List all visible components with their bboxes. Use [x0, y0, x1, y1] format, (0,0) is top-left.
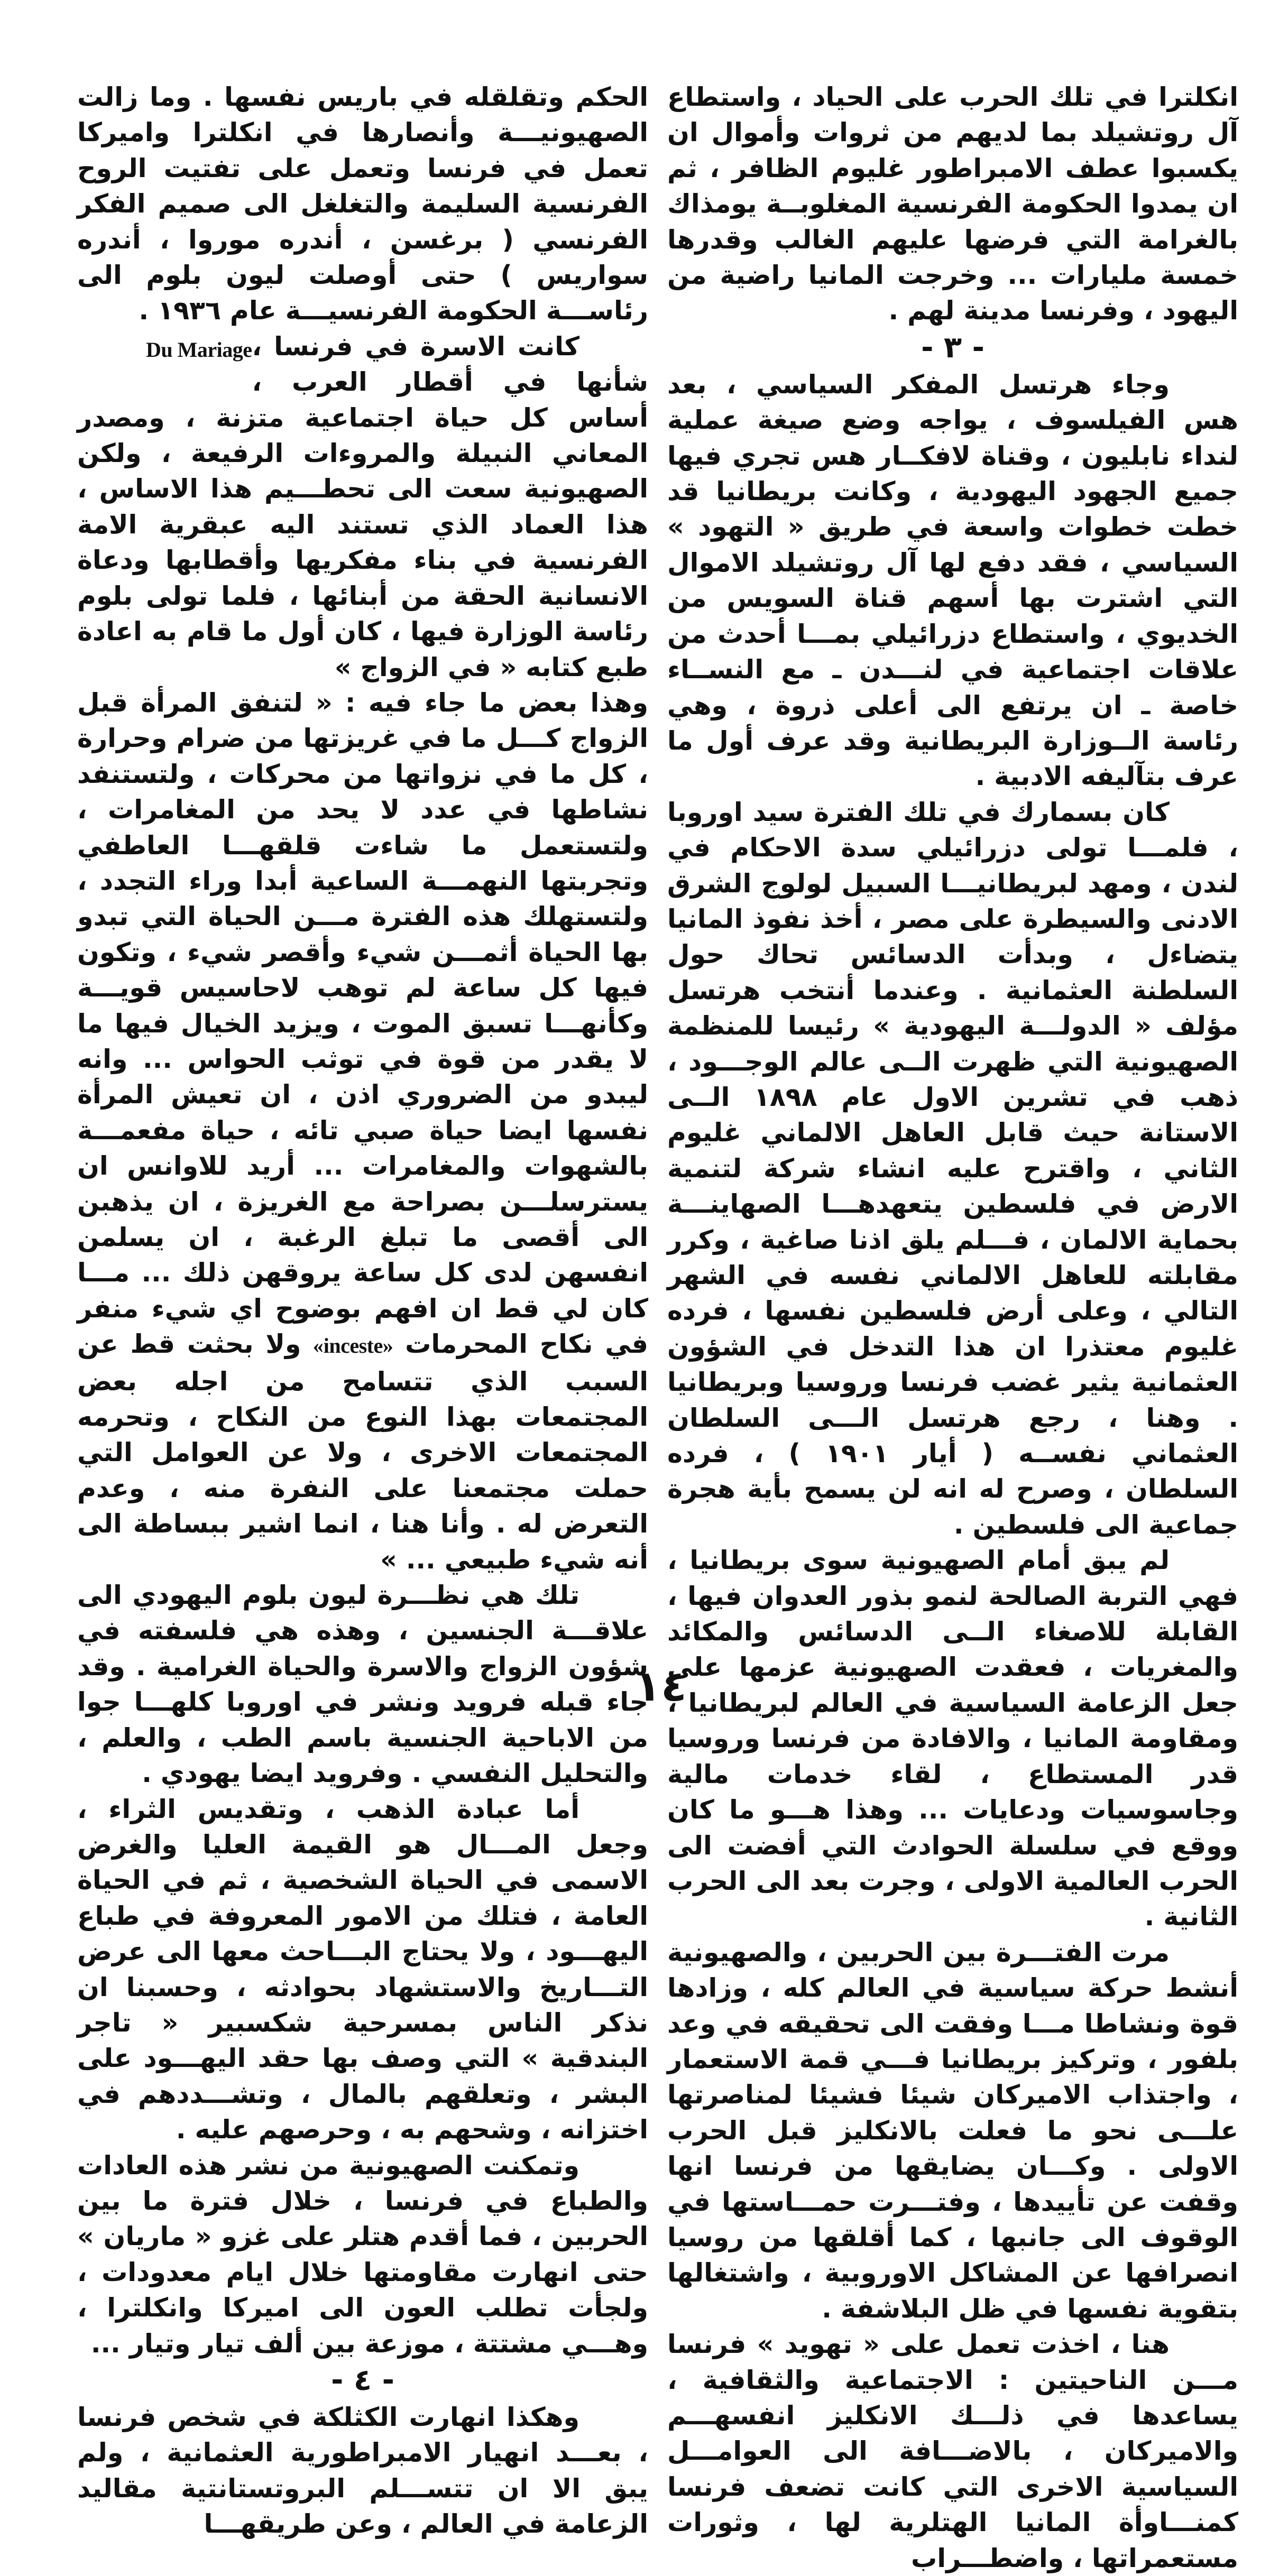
paragraph: وهكذا انهارت الكثلكة في شخص فرنسا ، بعـــد انهيار الامبراطورية العثمانية ، ولم يبق الا ان تتســـلم البروتستانتية مقاليد الزعامة في العالم ، وعن طريقهـــا [77, 2402, 648, 2540]
page-number: ١٤ [635, 1661, 687, 1711]
quote-text: وهذا بعض ما جاء فيه : « لتنفق المرأة قبل الزواج كـــل ما في غريزتها من ضرام وحرارة ، كل ما في نزواتها من محركات ، ولتستنفد نشاطها في عدد لا يحد من المغامرات ، ولتستعمل ما شاءت قلقهـــا العاطفي وتجربتها النهمـــة الساعية أبدا وراء التجدد ، ولتستهلك هذه الفترة مـــن الحياة التي تبدو بها الحياة أثمـــن شيء وأقصر شيء ، وتكون فيها كل ساعة لم توهب لاحاسيس قويـــة وكأنهـــا تسبق الموت ، ويزيد الخيال فيها ما لا يقدر من قوة في توثب الحواس ... وانه ليبدو من الضروري اذن ، ان تعيش المرأة نفسها ايضا حياة صبي تائه ، حياة مفعمـــة بالشهوات والمغامرات ... أريد للاوانس ان يسترسلـــن بصراحة مع الغريزة ، ان يذهبن الى أقصى ما تبلغ الرغبة ، ان يسلمن انفسهن لدى كل ساعة يروقهن ذلك ... مـــا كان لي قط ان افهم بوضوح اي شيء منفر في نكاح المحرمات [77, 687, 648, 1360]
latin-term: «inceste» [312, 1334, 393, 1358]
paragraph: تلك هي نظـــرة ليون بلوم اليهودي الى علاقـــة الجنسين ، وهذه هي فلسفته في شؤون الزواج والاسرة والحياة الغرامية . وقد جاء قبله فرويد ونشر في اوروبا كلهـــا جوا من الاباحية الجنسية باسم الطب ، والعلم ، والتحليل النفسي . وفرويد ايضا يهودي . [77, 1580, 648, 1789]
paragraph [77, 329, 648, 685]
paragraph: انكلترا في تلك الحرب على الحياد ، واستطاع آل روتشيلد بما لديهم من ثروات وأموال ان يكسبوا عطف الامبراطور غليوم الظافر ، ثم ان يمدوا الحكومة الفرنسية المغلوبــة يومذاك بالغرامة التي فرضها عليهم الغالب وقدرها خمسة مليارات ... وخرجت المانيا راضية من اليهود ، وفرنسا مدينة لهم . [667, 82, 1238, 326]
quote-paragraph [77, 685, 648, 1577]
section-marker-4: - ٤ - [331, 2363, 394, 2397]
left-column [77, 79, 648, 2542]
paragraph: وجاء هرتسل المفكر السياسي ، بعد هس الفيلسوف ، يواجه وضع صيغة عملية لنداء نابليون ، وقناة لافكــار هس تجري فيها جميع الجهود اليهودية ، وكانت بريطانيا قد خطت خطوات واسعة في طريق « التهود » السياسي ، فقد دفع لها آل روتشيلد الاموال التي اشترت بها أسهم قناة السويس من الخديوي ، واستطاع دزرائيلي بمـــا أحدث من علاقات اجتماعية في لنـــدن ـ مع النســاء خاصة ـ ان يرتفع الى أعلى ذروة ، وهي رئاسة الــوزارة البريطانية وقد عرف أول ما عرف بتآليفه الادبية . [667, 369, 1238, 792]
paragraph: لم يبق أمام الصهيونية سوى بريطانيا ، فهي التربة الصالحة لنمو بذور العدوان فيها ، القابلة للاصغاء الــى الدسائس والمكائد والمغريات ، فعقدت الصهيونية عزمها على جعل الزعامة السياسية في العالم لبريطانيا ، ومقاومة المانيا ، والافادة من فرنسا وروسيا قدر المستطاع ، لقاء خدمات مالية وجاسوسيات ودعايات ... وهذا هـــو ما كان ووقع في سلسلة الحوادث التي أفضت الى الحرب العالمية الاولى ، وجرت بعد الى الحرب الثانية . [667, 1545, 1238, 1932]
paragraph: مرت الفتـــرة بين الحربين ، والصهيونية أنشط حركة سياسية في العالم كله ، وزادها قوة ونشاطا مـــا وفقت الى تحقيقه في وعد بلفور ، وتركيز بريطانيا فـــي قمة الاستعمار ، واجتذاب الاميركان شيئا فشيئا لمناصرتها علـــى نحو ما فعلت بالانكليز قبل الحرب الاولى . وكـــان يضايقها من فرنسا انها وقفت عن تأييدها ، وفتـــرت حمـــاستها في الوقوف الى جانبها ، كما أقلقها من روسيا انصرافها عن المشاكل الاوروبية ، واشتغالها بتقوية نفسها في ظل البلاشفة . [667, 1937, 1238, 2324]
right-column [667, 79, 1238, 2576]
section-marker-3: - ٣ - [921, 330, 985, 365]
paragraph: وتمكنت الصهيونية من نشر هذه العادات والطباع في فرنسا ، خلال فترة ما بين الحربين ، فما أقدم هتلر على غزو « ماريان » حتى انهارت مقاومتها خلال ايام معدودات ، ولجأت تطلب العون الى اميركا وانكلترا ، وهـــي مشتتة ، موزعة بين ألف تيار وتيار ... [77, 2150, 648, 2359]
paragraph: أما عبادة الذهب ، وتقديس الثراء ، وجعل المـــال هو القيمة العليا والغرض الاسمى في الحياة الشخصية ، ثم في الحياة العامة ، فتلك من الامور المعروفة في طباع اليهـــود ، ولا يحتاج البـــاحث معها الى عرض التـــاريخ والاستشهاد بحوادثه ، وحسبنا ان نذكر الناس بمسرحية شكسبير « تاجر البندقية » التي وصف بها حقد اليهـــود على البشر ، وتعلقهم بالمال ، وتشـــددهم في اختزانه ، وشحهم به ، وحرصهم عليه . [77, 1794, 648, 2145]
quote-text: ولا بحثت قط عن السبب الذي تتسامح من اجله بعض المجتمعات بهذا النوع من النكاح ، وتحرمه المجتمعات الاخرى ، ولا عن العوامل التي حملت مجتمعنا على النفرة منه ، وعدم التعرض له . وأنا هنا ، انما اشير ببساطة الى أنه شيء طبيعي ... » [77, 1329, 648, 1575]
paragraph-text: كانت الاسرة في فرنسا ، شأنها في أقطار العرب ، أساس كل حياة اجتماعية متزنة ، ومصدر المعاني النبيلة والمروءات الرفيعة ، ولكن الصهيونية سعت الى تحطـــيم هذا الاساس ، هذا العماد الذي تستند اليه عبقرية الامة الفرنسية في بناء مفكريها وأقطابها ودعاة الانسانية الحقة من أبنائها ، فلما تولى بلوم رئاسة الوزارة فيها ، كان أول ما قام به اعادة طبع كتابه « في الزواج » [77, 331, 648, 682]
paragraph: هنا ، اخذت تعمل على « تهويد » فرنسا مـــن الناحيتين : الاجتماعية والثقافية ، يساعدها في ذلـــك الانكليز انفسهـــم والاميركان ، بالاضـــافة الى العوامـــل السياسية الاخرى التي كانت تضعف فرنسا كمنـــاوأة المانيا الهتلرية لها ، وثورات مستعمراتها ، واضطـــراب [667, 2329, 1238, 2573]
latin-book-title: Du Mariage [146, 337, 252, 362]
paragraph: كان بسمارك في تلك الفترة سيد اوروبا ، فلمـــا تولى دزرائيلي سدة الاحكام في لندن ، ومهد لبريطانيـــا السبيل لولوج الشرق الادنى والسيطرة على مصر ، أخذ نفوذ المانيا يتضاءل ، وبدأت الدسائس تحاك حول السلطنة العثمانية . وعندما أنتخب هرتسل مؤلف « الدولـــة اليهودية » رئيسا للمنظمة الصهيونية التي ظهرت الــى عالم الوجـــود ، ذهب في تشرين الاول عام ١٨٩٨ الــى الاستانة حيث قابل العاهل الالماني غليوم الثاني ، واقترح عليه انشاء شركة لتنمية الارض في فلسطين يتعهدهـــا الصهاينـــة بحماية الالمان ، فـــلم يلق اذنا صاغية ، وكرر مقابلته للعاهل الالماني نفسه في الشهر التالي ، وعلى أرض فلسطين نفسها ، فرده غليوم معتذرا ان هذا التدخل في الشؤون العثمانية يثير غضب فرنسا وروسيا وبريطانيا . وهنا ، رجع هرتسل الـــى السلطان العثماني نفســه ( أيار ١٩٠١ ) ، فرده السلطان ، وصرح له انه لن يسمح بأية هجرة جماعية الى فلسطين . [667, 797, 1239, 1540]
paragraph: الحكم وتقلقله في باريس نفسها . وما زالت الصهيونيـــة وأنصارها في انكلترا واميركا تعمل في فرنسا وتعمل على تفتيت الروح الفرنسية السليمة والتغلغل الى صميم الفكر الفرنسي ( برغسن ، أندره موروا ، أندره سواريس ) حتى أوصلت ليون بلوم الى رئاســـة الحكومة الفرنسيـــة عام ١٩٣٦ . [77, 82, 648, 326]
